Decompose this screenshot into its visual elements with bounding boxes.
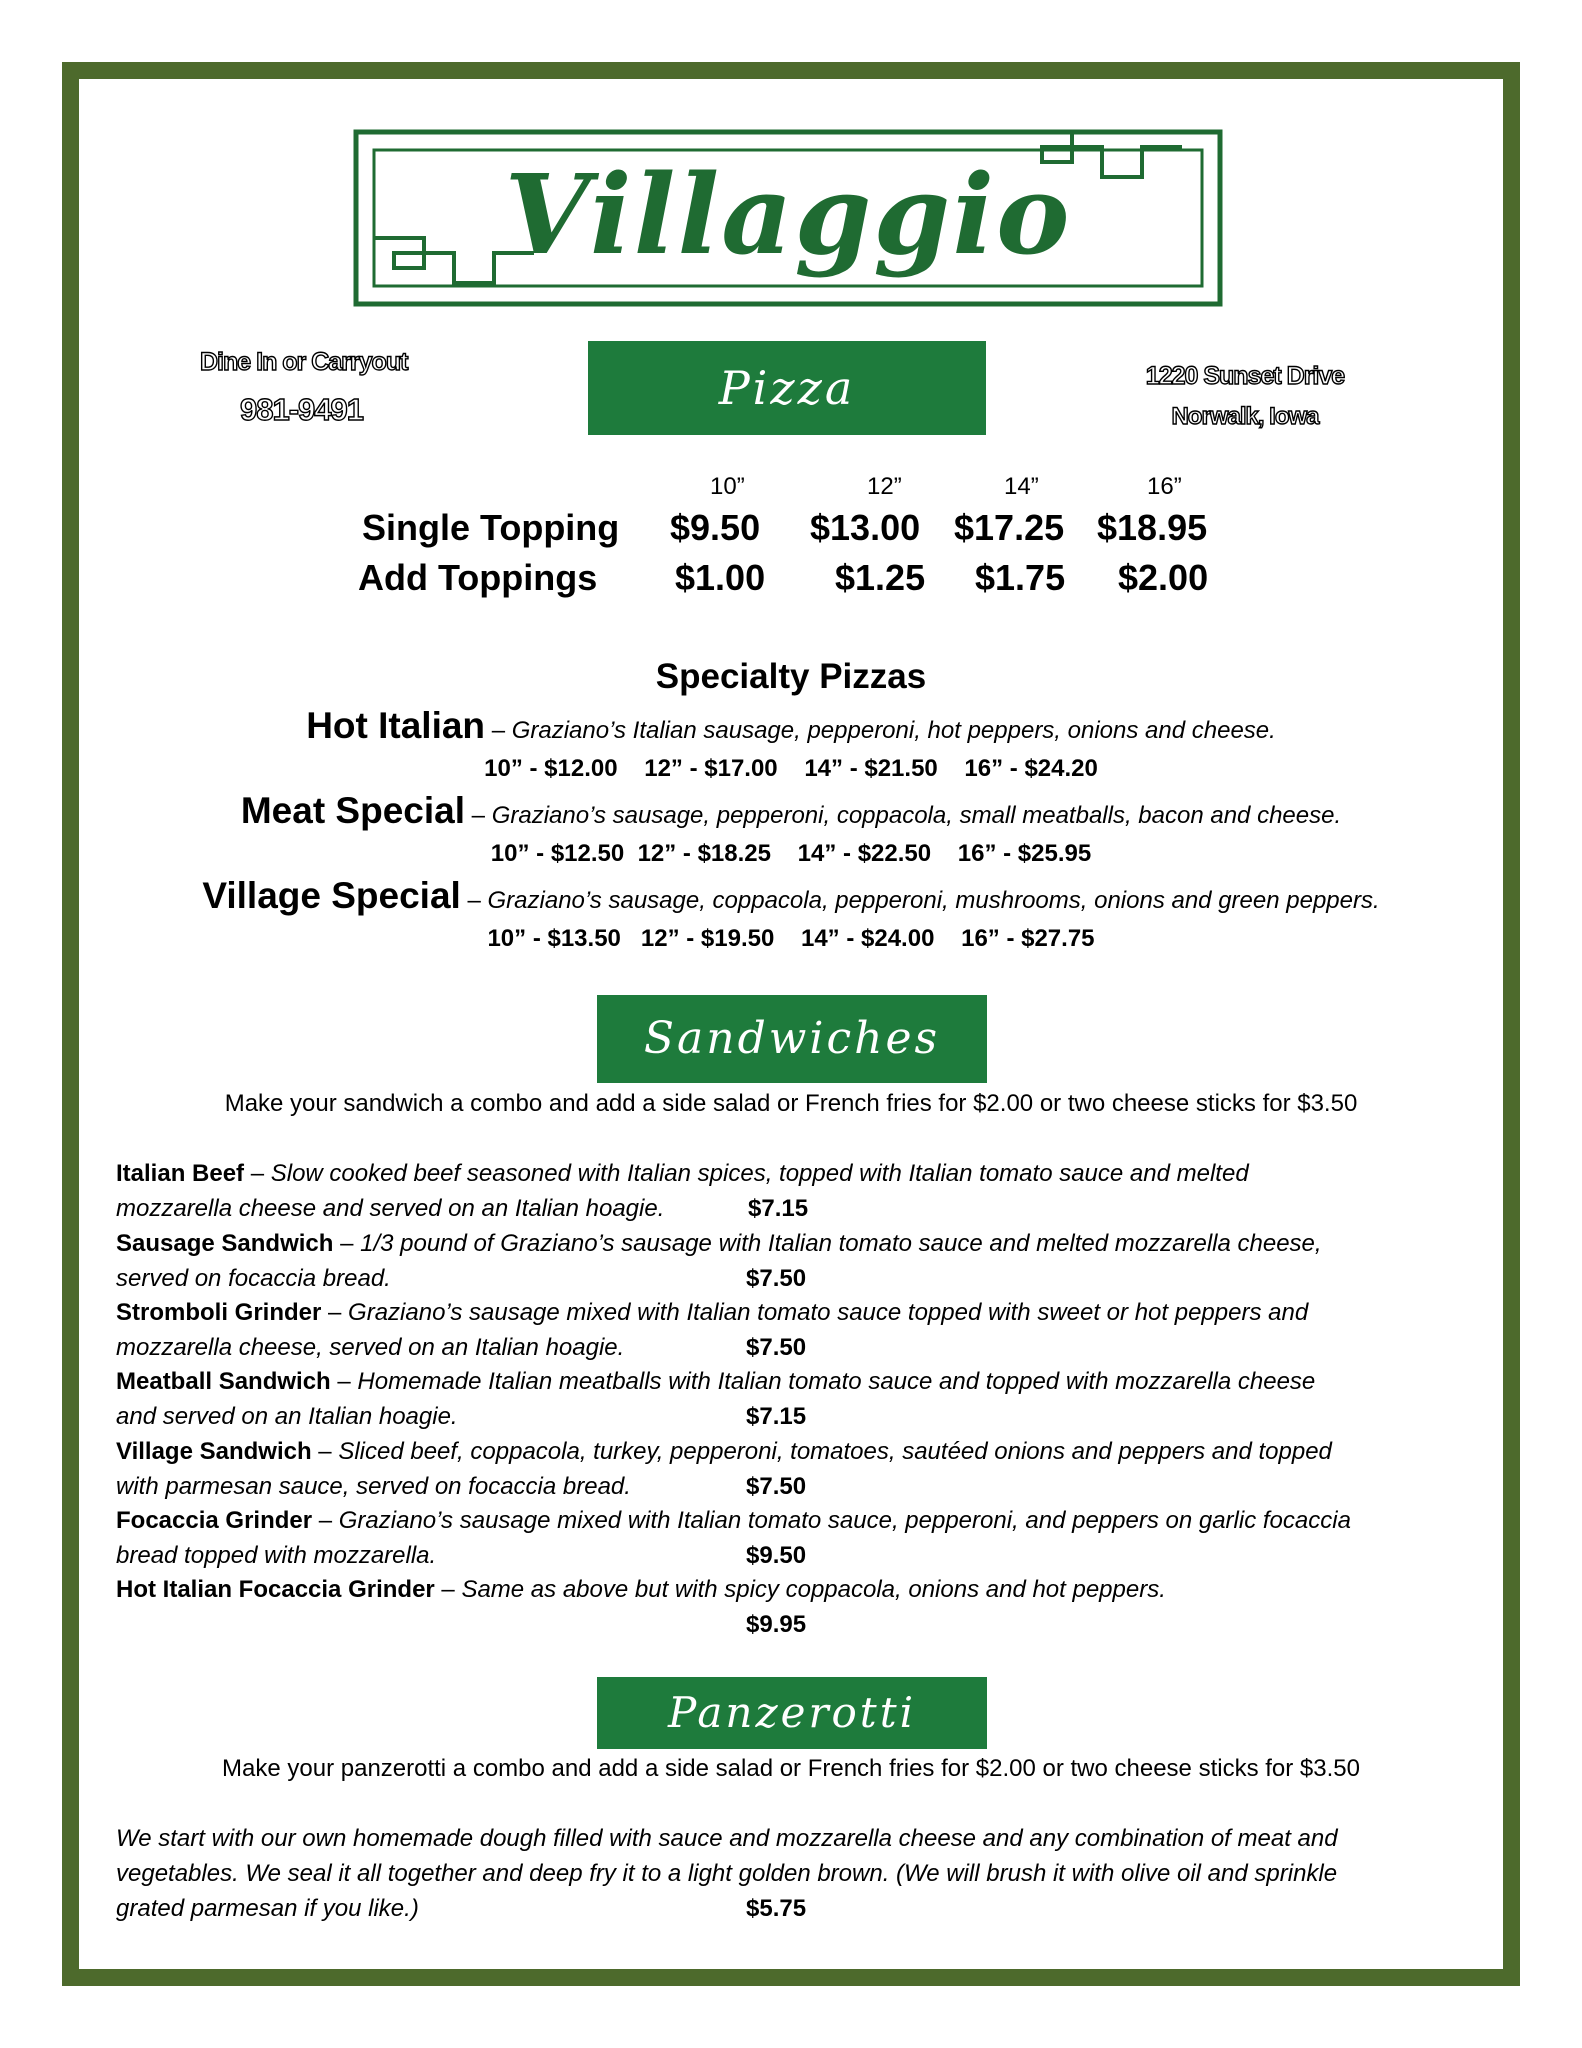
sandwich-desc: served on focaccia bread. <box>116 1265 391 1292</box>
address-line-1: 1220 Sunset Drive <box>1145 362 1345 390</box>
price: $1.25 <box>835 557 926 598</box>
price: $17.25 <box>954 507 1065 548</box>
price: $2.00 <box>1118 557 1209 598</box>
dash: – <box>321 1299 349 1326</box>
size-label: 16” <box>1147 473 1182 500</box>
specialty-item <box>0 790 1582 832</box>
sandwich-price: $7.50 <box>746 1473 807 1500</box>
specialty-desc: Graziano’s Italian sausage, pepperoni, hot peppers, onions and cheese. <box>511 717 1276 744</box>
sandwich-desc: Graziano’s sausage mixed with Italian tomato sauce, pepperoni, and peppers on garlic focaccia <box>338 1507 1351 1534</box>
dash: – <box>244 1160 271 1187</box>
sandwich-item <box>116 1156 1456 1226</box>
sandwich-price: $7.15 <box>748 1195 809 1222</box>
dash: – <box>330 1368 358 1395</box>
sandwich-desc: Slow cooked beef seasoned with Italian spices, topped with Italian tomato sauce and melted <box>270 1160 1249 1187</box>
specialty-item <box>0 875 1582 917</box>
price: $9.50 <box>670 507 761 548</box>
sandwich-price: $7.50 <box>746 1265 807 1292</box>
logo <box>352 128 1224 308</box>
single-topping-label: Single Topping <box>362 507 620 548</box>
sandwich-price: $9.50 <box>746 1542 807 1569</box>
sandwich-name: Focaccia Grinder <box>116 1507 313 1534</box>
sandwich-desc: Sliced beef, coppacola, turkey, pepperoni, tomatoes, sautéed onions and peppers and topped <box>338 1438 1332 1465</box>
sandwich-desc: with parmesan sauce, served on focaccia bread. <box>116 1473 631 1500</box>
sandwich-item <box>116 1295 1456 1365</box>
sandwich-desc: Homemade Italian meatballs with Italian tomato sauce and topped with mozzarella cheese <box>357 1368 1316 1395</box>
sandwiches-banner: Sandwiches <box>597 995 987 1083</box>
size-label: 10” <box>710 473 745 500</box>
specialty-name: Hot Italian <box>306 705 486 746</box>
price: $1.75 <box>975 557 1066 598</box>
sandwich-desc: mozzarella cheese and served on an Italian hoagie. <box>116 1195 665 1222</box>
specialty-prices: 10” - $13.50 12” - $19.50 14” - $24.00 16” - $27.75 <box>487 925 1095 952</box>
sandwich-name: Sausage Sandwich <box>116 1230 334 1257</box>
size-label: 14” <box>1004 473 1039 500</box>
sandwich-item <box>116 1226 1456 1296</box>
sandwich-name: Village Sandwich <box>116 1438 312 1465</box>
panzerotti-desc-line: vegetables. We seal it all together and deep fry it to a light golden brown. (We will brush it with olive oil and sprinkle <box>116 1860 1338 1887</box>
dash: – <box>485 717 512 744</box>
sandwich-name: Stromboli Grinder <box>116 1299 322 1326</box>
sandwich-desc: bread topped with mozzarella. <box>116 1542 437 1569</box>
sandwich-item <box>116 1572 1456 1642</box>
specialty-item <box>0 705 1582 747</box>
panzerotti-description <box>116 1821 1456 1926</box>
logo-text: Villaggio <box>504 150 1072 279</box>
specialty-prices: 10” - $12.50 12” - $18.25 14” - $22.50 16” - $25.95 <box>490 840 1092 867</box>
phone-number: 981-9491 <box>240 392 364 427</box>
specialty-desc: Graziano’s sausage, pepperoni, coppacola, small meatballs, bacon and cheese. <box>491 802 1342 829</box>
panzerotti-desc-line: We start with our own homemade dough filled with sauce and mozzarella cheese and any combination of meat and <box>116 1825 1338 1852</box>
dash: – <box>333 1230 361 1257</box>
pizza-banner: Pizza <box>588 341 986 435</box>
price: $13.00 <box>810 507 921 548</box>
sandwich-item <box>116 1503 1456 1573</box>
size-label: 12” <box>867 473 902 500</box>
dash: – <box>434 1576 462 1603</box>
dash: – <box>465 802 492 829</box>
sandwich-desc: mozzarella cheese, served on an Italian hoagie. <box>116 1334 625 1361</box>
panzerotti-banner: Panzerotti <box>597 1677 987 1749</box>
sandwich-price: $7.50 <box>746 1334 807 1361</box>
sandwich-price: $9.95 <box>746 1611 807 1638</box>
sandwich-desc: Graziano’s sausage mixed with Italian tomato sauce topped with sweet or hot peppers and <box>348 1299 1309 1326</box>
add-toppings-label: Add Toppings <box>358 557 598 598</box>
sandwich-item <box>116 1434 1456 1504</box>
sandwich-name: Meatball Sandwich <box>116 1368 331 1395</box>
dash: – <box>311 1438 339 1465</box>
sandwich-desc: and served on an Italian hoagie. <box>116 1403 458 1430</box>
dash: – <box>312 1507 339 1534</box>
sandwich-name: Italian Beef <box>116 1160 245 1187</box>
sandwich-combo-note: Make your sandwich a combo and add a side salad or French fries for $2.00 or two cheese sticks for $3.50 <box>224 1090 1358 1117</box>
panzerotti-combo-note: Make your panzerotti a combo and add a side salad or French fries for $2.00 or two cheese sticks for $3.50 <box>222 1755 1360 1782</box>
price: $1.00 <box>675 557 766 598</box>
specialty-heading: Specialty Pizzas <box>655 657 927 696</box>
sandwich-desc: Same as above but with spicy coppacola, onions and hot peppers. <box>461 1576 1166 1603</box>
dash: – <box>460 887 488 914</box>
panzerotti-price: $5.75 <box>746 1895 807 1922</box>
specialty-prices: 10” - $12.00 12” - $17.00 14” - $21.50 16” - $24.20 <box>484 755 1098 782</box>
address-line-2: Norwalk, Iowa <box>1171 403 1319 430</box>
specialty-name: Village Special <box>202 875 461 916</box>
price: $18.95 <box>1097 507 1208 548</box>
sandwich-price: $7.15 <box>746 1403 807 1430</box>
sandwich-name: Hot Italian Focaccia Grinder <box>116 1576 435 1603</box>
sandwich-item <box>116 1364 1456 1434</box>
specialty-name: Meat Special <box>240 790 466 831</box>
specialty-desc: Graziano’s sausage, coppacola, pepperoni, mushrooms, onions and green peppers. <box>487 887 1380 914</box>
dine-in-label: Dine In or Carryout <box>200 348 408 376</box>
panzerotti-desc-line: grated parmesan if you like.) <box>116 1895 419 1922</box>
sandwich-desc: 1/3 pound of Graziano’s sausage with Italian tomato sauce and melted mozzarella cheese, <box>360 1230 1322 1257</box>
